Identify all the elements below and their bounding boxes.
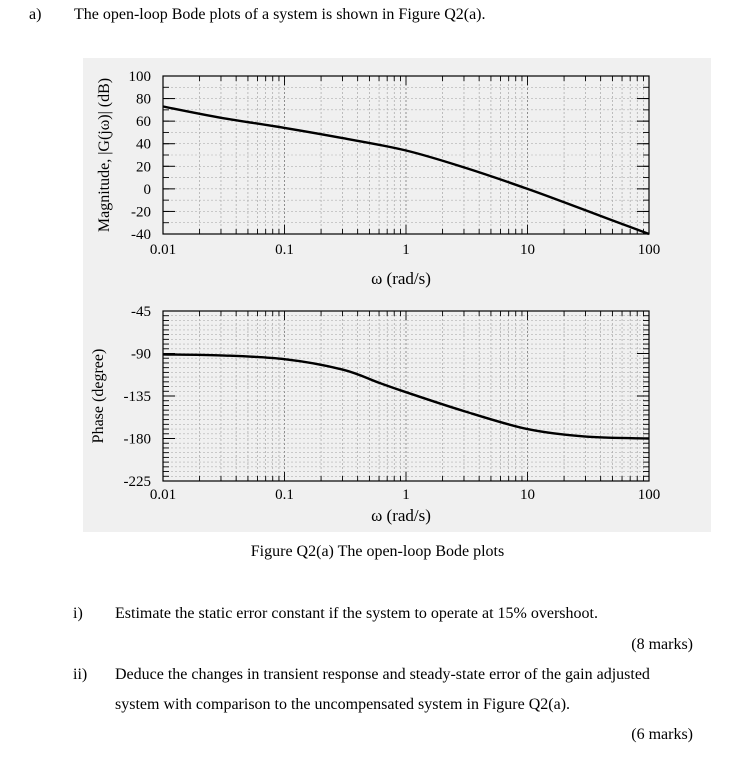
y-tick-label: 0 [143,181,151,198]
y-tick-label: -45 [131,304,151,320]
part-ii-label: ii) [73,666,88,683]
y-tick-label: 20 [136,159,151,176]
part-ii-text-line-2: system with comparison to the uncompensated system in Figure Q2(a). [115,696,571,713]
y-tick-label: -40 [131,227,151,243]
y-tick-label: -180 [123,431,151,448]
x-tick-label: 0.1 [275,242,294,258]
phase-axis-label: Phase (degree) [90,348,107,444]
x-tick-label: 10 [520,242,535,258]
x-tick-label: 0.01 [149,487,177,503]
bode-plots [83,58,711,532]
y-tick-label: 80 [136,91,151,108]
y-tick-label: 100 [128,69,151,85]
y-tick-label: -20 [131,204,151,221]
y-tick-label: -90 [131,346,151,363]
x-tick-label: 0.1 [275,487,294,503]
phase-x-axis-label: ω (rad/s) [371,506,431,525]
x-tick-label: 1 [402,487,410,503]
magnitude-plot [96,69,660,288]
magnitude-axis-label: Magnitude, |G(jω)| (dB) [96,77,113,233]
question-text: The open-loop Bode plots of a system is shown in Figure Q2(a). [74,6,486,23]
y-tick-label: -135 [123,389,151,405]
figure-panel [83,58,711,532]
x-tick-label: 100 [637,487,661,503]
y-tick-label: 40 [136,136,151,153]
phase-plot [90,304,660,525]
magnitude-x-axis-label: ω (rad/s) [371,269,431,288]
y-tick-label: -225 [123,474,151,490]
question-label: a) [29,6,42,23]
part-i-marks: (8 marks) [631,636,693,653]
x-tick-label: 10 [520,487,535,503]
part-ii-text-line-1: Deduce the changes in transient response and steady-state error of the gain adjusted [115,666,650,683]
x-tick-label: 1 [402,242,410,258]
x-tick-label: 100 [637,242,661,258]
part-i-label: i) [73,605,83,622]
figure-caption: Figure Q2(a) The open-loop Bode plots [250,543,505,560]
x-tick-label: 0.01 [149,242,177,258]
part-i-text: Estimate the static error constant if the system to operate at 15% overshoot. [115,605,598,622]
y-tick-label: 60 [136,114,151,131]
part-ii-marks: (6 marks) [631,726,693,743]
